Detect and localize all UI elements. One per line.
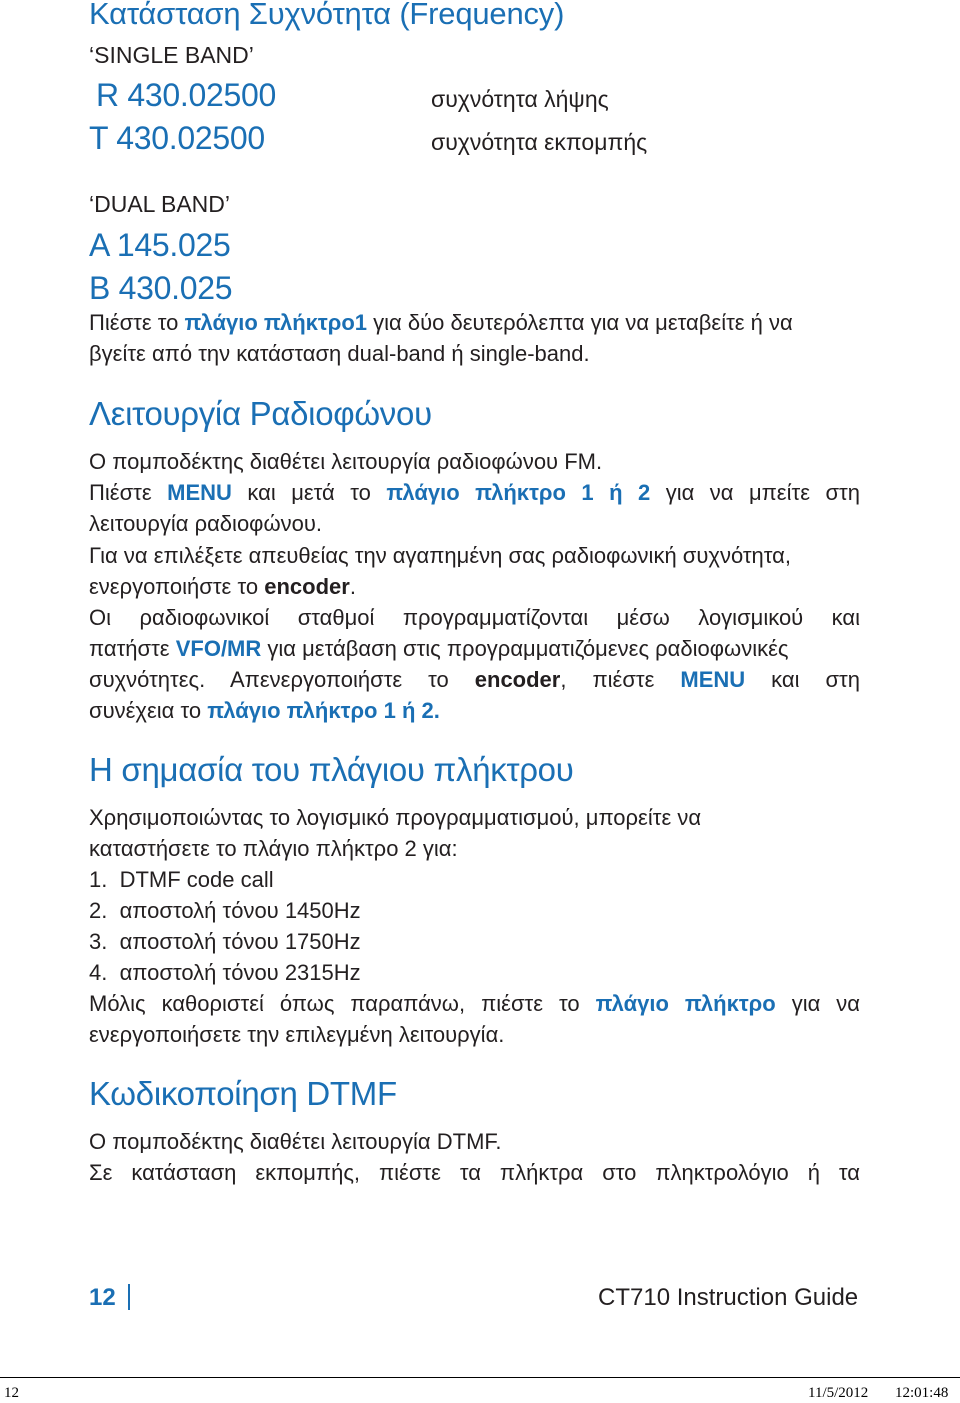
side-key-line7: Μόλις καθοριστεί όπως παραπάνω, πιέστε το πλάγιο πλήκτρο για να — [89, 991, 860, 1016]
radio-line1: Ο πομποδέκτης διαθέτει λειτουργία ραδιοφώνου FM. — [89, 449, 603, 474]
side-key-ref: πλάγιο πλήκτρο 1 ή 2 — [207, 698, 434, 723]
dtmf-line1: Ο πομποδέκτης διαθέτει λειτουργία DTMF. — [89, 1129, 502, 1154]
side-key-line1: Χρησιμοποιώντας το λογισμικό προγραμματισμού, μπορείτε να — [89, 805, 702, 830]
radio-line3: λειτουργία ραδιοφώνου. — [89, 511, 322, 536]
slug-page: 12 — [4, 1385, 19, 1401]
freq-paragraph-line2: βγείτε από την κατάσταση dual-band ή single-band. — [89, 341, 590, 366]
side-key-line2: καταστήσετε το πλάγιο πλήκτρο 2 για: — [89, 836, 458, 861]
dtmf-line2: Σε κατάσταση εκπομπής, πιέστε τα πλήκτρα στο πληκτρολόγιο ή τα — [89, 1160, 860, 1185]
dual-band-label: ‘DUAL BAND’ — [89, 191, 231, 217]
radio-line5: ενεργοποιήστε το encoder. — [89, 574, 356, 599]
menu-key-ref: MENU — [167, 480, 232, 505]
radio-line2: Πιέστε MENU και μετά το πλάγιο πλήκτρο 1 ή 2 για να μπείτε στη — [89, 480, 860, 505]
radio-line7: πατήστε VFO/MR για μετάβαση στις προγραμματιζόμενες ραδιοφωνικές — [89, 636, 789, 661]
side-key-line8: ενεργοποιήσετε την επιλεγμένη λειτουργία. — [89, 1022, 505, 1047]
rx-frequency-desc: συχνότητα λήψης — [431, 86, 609, 112]
radio-line9: συνέχεια το πλάγιο πλήκτρο 1 ή 2. — [89, 698, 440, 723]
list-item: 4. αποστολή τόνου 2315Hz — [89, 960, 361, 985]
radio-line8: συχνότητες. Απενεργοποιήστε το encoder, πιέστε MENU και στη — [89, 667, 860, 692]
a-frequency: A 145.025 — [89, 227, 231, 263]
side-key-ref: πλάγιο πλήκτρο1 — [184, 310, 368, 335]
encoder-ref: encoder — [474, 667, 561, 692]
frequency-heading: Κατάσταση Συχνότητα (Frequency) — [89, 0, 565, 31]
slug-date: 11/5/2012 — [808, 1385, 869, 1401]
tx-frequency-desc: συχνότητα εκπομπής — [431, 129, 648, 155]
list-item: 1. DTMF code call — [89, 867, 274, 892]
slug-time: 12:01:48 — [895, 1385, 949, 1401]
side-key-ref: πλάγιο πλήκτρο — [595, 991, 776, 1016]
rx-frequency: R 430.02500 — [96, 77, 276, 113]
radio-heading: Λειτουργία Ραδιοφώνου — [89, 395, 432, 432]
dtmf-heading: Κωδικοποίηση DTMF — [89, 1075, 397, 1112]
side-key-heading: Η σημασία του πλάγιου πλήκτρου — [89, 751, 574, 788]
radio-line4: Για να επιλέξετε απευθείας την αγαπημένη σας ραδιοφωνική συχνότητα, — [89, 543, 792, 568]
vfo-mr-key-ref: VFO/MR — [175, 636, 262, 661]
tx-frequency: T 430.02500 — [89, 120, 265, 156]
radio-line6: Οι ραδιοφωνικοί σταθμοί προγραμματίζονται μέσω λογισμικού και — [89, 605, 860, 630]
freq-paragraph-line1: Πιέστε το πλάγιο πλήκτρο1 για δύο δευτερόλεπτα για να μεταβείτε ή να — [89, 310, 793, 335]
b-frequency: B 430.025 — [89, 270, 233, 306]
menu-key-ref: MENU — [680, 667, 746, 692]
side-key-ref: πλάγιο πλήκτρο 1 ή 2 — [386, 480, 651, 505]
footer-title: CT710 Instruction Guide — [598, 1284, 859, 1311]
page-footer-number: 12 — [89, 1284, 130, 1312]
list-item: 2. αποστολή τόνου 1450Hz — [89, 898, 361, 923]
footer-divider — [128, 1284, 130, 1310]
single-band-label: ‘SINGLE BAND’ — [89, 42, 254, 68]
slug-top-rule — [0, 1377, 960, 1378]
encoder-ref: encoder — [264, 574, 350, 599]
list-item: 3. αποστολή τόνου 1750Hz — [89, 929, 361, 954]
